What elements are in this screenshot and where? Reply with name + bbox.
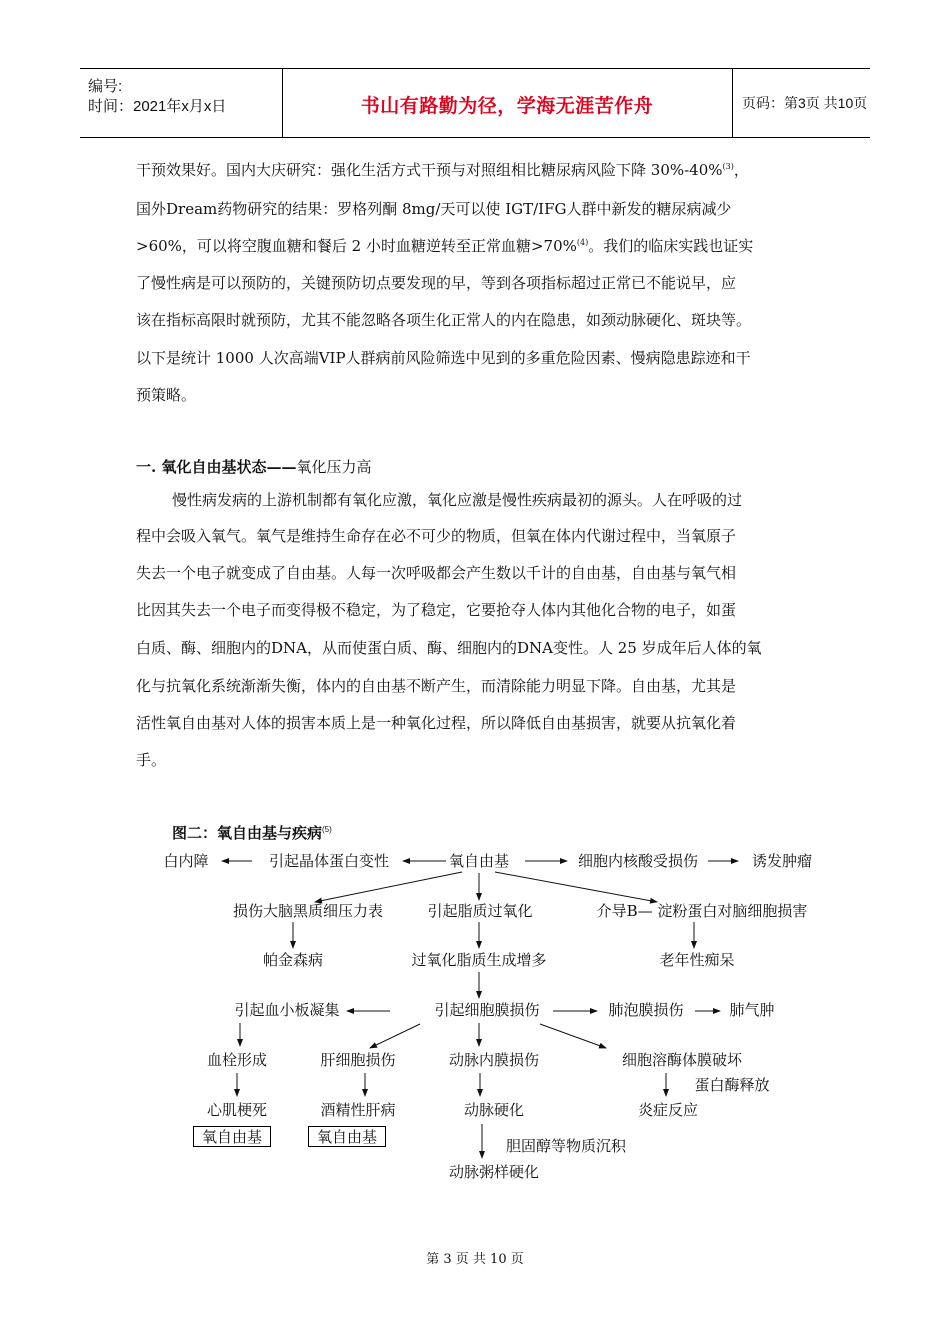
header-page-info: 页码：第3页 共10页 <box>742 95 868 111</box>
body-line: 手。 <box>136 751 167 769</box>
node-lysosome: 细胞溶酶体膜破坏 <box>621 1051 743 1069</box>
node-free-radical: 氧自由基 <box>448 852 510 870</box>
node-myocardial-infarction: 心肌梗死 <box>206 1101 268 1119</box>
body-line: 失去一个电子就变成了自由基。人每一次呼吸都会产生数以千计的自由基，自由基与氧气相 <box>136 564 737 582</box>
intro-line: 国外Dream药物研究的结果：罗格列酮 8mg/天可以使 IGT/IFG人群中新发的糖尿病减少 <box>136 200 732 218</box>
body-line: 白质、酶、细胞内的DNA，从而使蛋白质、酶、细胞内的DNA变性。人 25 岁成年后人体的氧 <box>136 639 762 657</box>
node-alveolar: 肺泡膜损伤 <box>608 1001 684 1019</box>
node-tumor: 诱发肿瘤 <box>751 852 813 870</box>
node-platelet: 引起血小板凝集 <box>234 1001 340 1019</box>
node-arteriosclerosis: 动脉硬化 <box>463 1101 525 1119</box>
node-lens-protein: 引起晶体蛋白变性 <box>268 852 390 870</box>
arrow-center-amyloid <box>495 872 657 902</box>
node-enzyme-release: 蛋白酶释放 <box>694 1076 770 1094</box>
intro-line: 以下是统计 1000 人次高端VIP人群病前风险筛选中见到的多重危险因素、慢病隐患踪迹和干 <box>136 349 751 367</box>
node-alcoholic-liver: 酒精性肝病 <box>320 1101 396 1119</box>
section-heading: 一. 氧化自由基状态——氧化压力高 <box>136 458 372 476</box>
body-line: 程中会吸入氧气。氧气是维持生命存在必不可少的物质，但氧在体内代谢过程中，当氧原子 <box>136 527 737 545</box>
node-cataract: 白内障 <box>163 852 209 870</box>
node-lipid-peroxidation: 引起脂质过氧化 <box>427 902 533 920</box>
arrow-center-brain <box>315 872 462 902</box>
node-cholesterol: 胆固醇等物质沉积 <box>505 1137 627 1155</box>
node-liver-cell: 肝细胞损伤 <box>320 1051 396 1069</box>
node-amyloid: 介导B— 淀粉蛋白对脑细胞损害 <box>596 902 808 920</box>
node-lipid-increase: 过氧化脂质生成增多 <box>411 951 547 969</box>
body-line: 活性氧自由基对人体的损害本质上是一种氧化过程，所以降低自由基损害，就要从抗氧化着 <box>136 714 737 732</box>
intro-line: 预策略。 <box>136 386 197 404</box>
intro-line: 干预效果好。国内大庆研究：强化生活方式干预与对照组相比糖尿病风险下降 30%-40%$^{(3)}$， <box>136 161 749 179</box>
intro-line: 该在指标高限时就预防，尤其不能忽略各项生化正常人的内在隐患，如颈动脉硬化、斑块等。 <box>136 311 752 329</box>
free-radical-box: 氧自由基 <box>193 1126 271 1147</box>
node-parkinson: 帕金森病 <box>262 951 324 969</box>
page-footer: 第 3 页 共 10 页 <box>426 1252 524 1267</box>
header-motto: 书山有路勤为径，学海无涯苦作舟 <box>360 96 654 117</box>
body-line: 比因其失去一个电子而变得极不稳定，为了稳定，它要抢夺人体内其他化合物的电子，如蛋 <box>136 601 737 619</box>
document-number-label: 编号: <box>88 78 123 95</box>
node-thrombus: 血栓形成 <box>206 1051 268 1069</box>
node-atherosclerosis: 动脉粥样硬化 <box>448 1163 540 1181</box>
node-emphysema: 肺气肿 <box>729 1001 775 1019</box>
intro-line: >60%，可以将空腹血糖和餐后 2 小时血糖逆转至正常血糖>70%$^{(4)}$。我们的临床实践也证实 <box>136 237 754 255</box>
node-inflammation: 炎症反应 <box>637 1101 699 1119</box>
intro-line: 了慢性病是可以预防的，关键预防切点要发现的早，等到各项指标超过正常已不能说早，应 <box>136 274 737 292</box>
node-dementia: 老年性痴呆 <box>659 951 735 969</box>
arrow-membrane-liver <box>370 1024 420 1048</box>
node-arterial-intima: 动脉内膜损伤 <box>448 1051 540 1069</box>
node-brain: 损伤大脑黑质细压力表 <box>232 902 384 920</box>
document-time-label: 时间：2021年x月x日 <box>88 98 227 115</box>
arrow-membrane-lysosome <box>540 1024 606 1048</box>
body-line: 化与抗氧化系统渐渐失衡，体内的自由基不断产生，而清除能力明显下降。自由基，尤其是 <box>136 677 737 695</box>
free-radical-box: 氧自由基 <box>308 1126 386 1147</box>
node-cell-membrane: 引起细胞膜损伤 <box>434 1001 540 1019</box>
body-line: 慢性病发病的上游机制都有氧化应激，氧化应激是慢性疾病最初的源头。人在呼吸的过 <box>172 491 743 509</box>
figure-title: 图二：氧自由基与疾病$^{(5)}$ <box>172 825 332 842</box>
node-nucleic-acid: 细胞内核酸受损伤 <box>577 852 699 870</box>
